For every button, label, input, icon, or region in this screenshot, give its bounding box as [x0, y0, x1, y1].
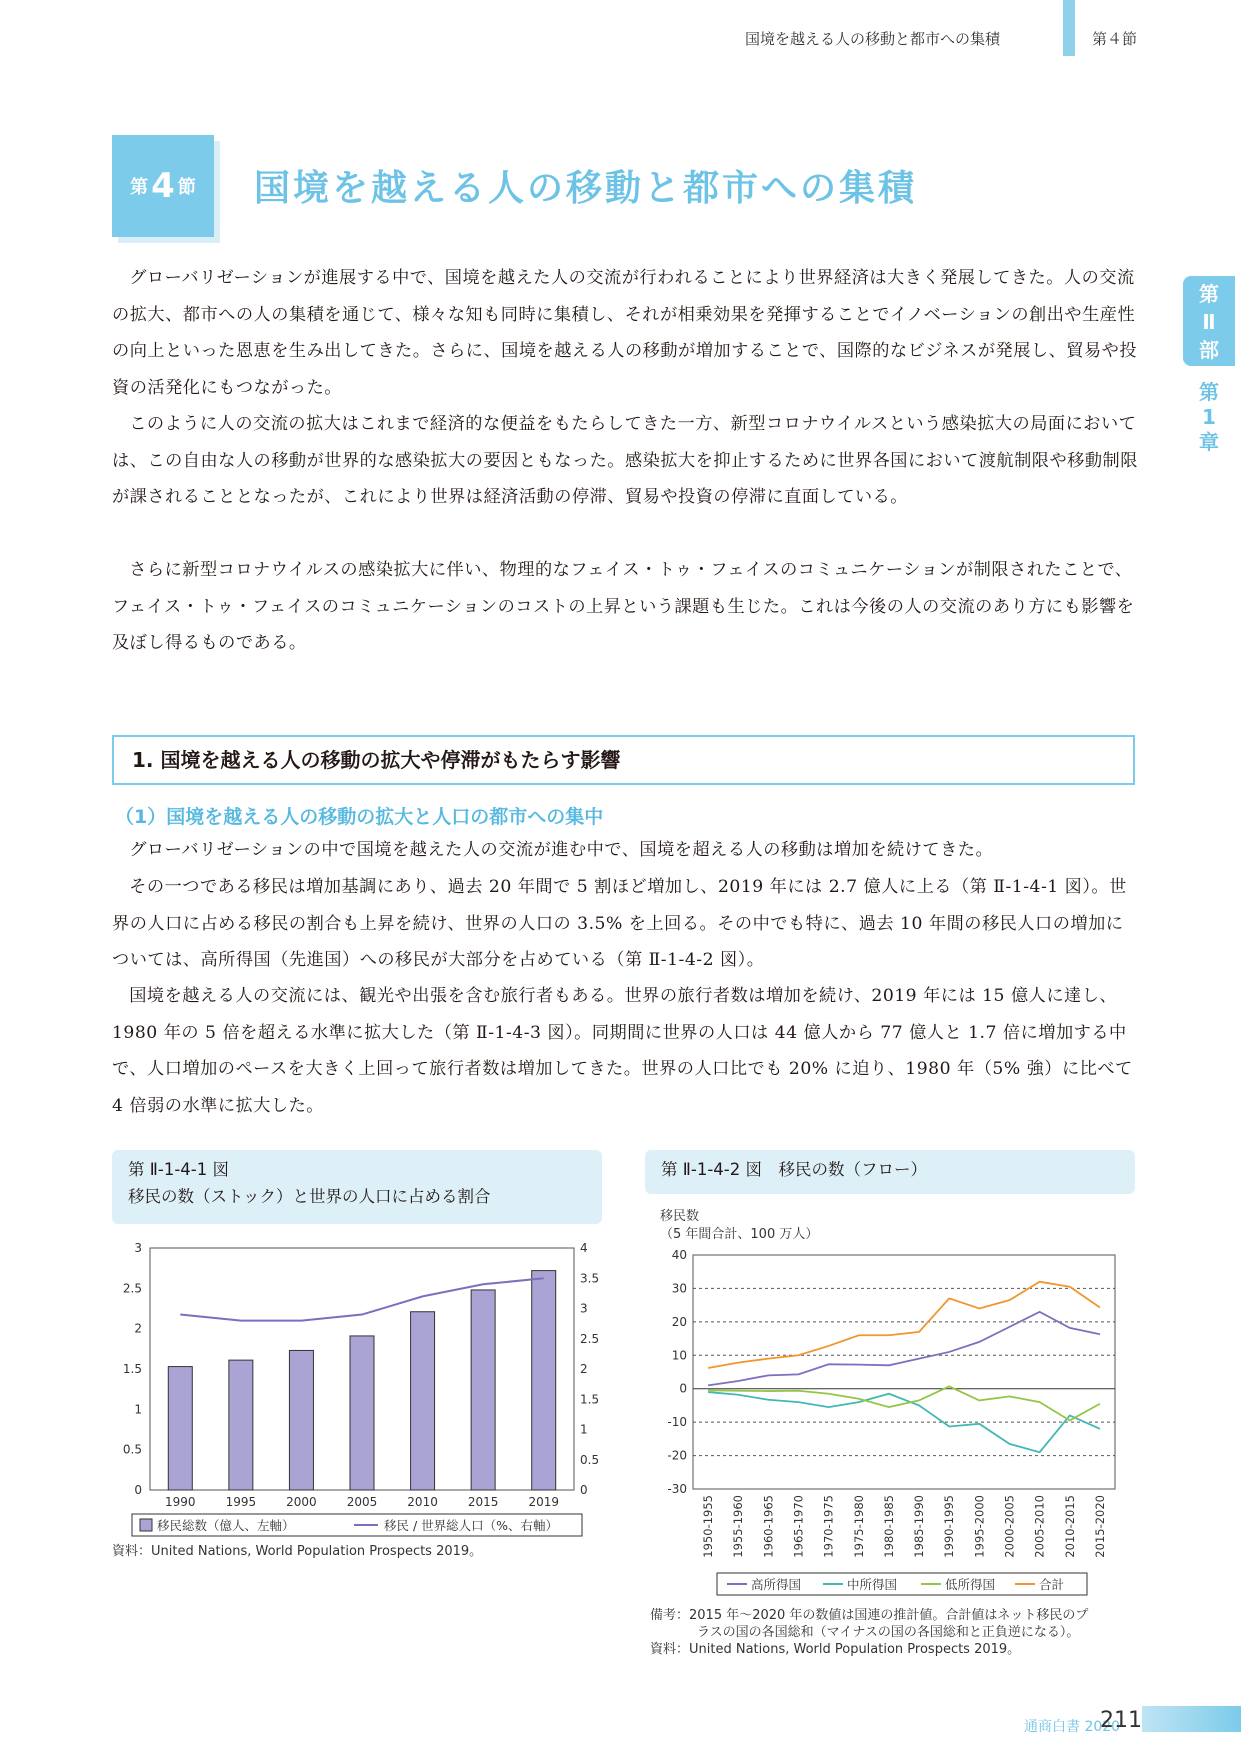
figure1-chart [112, 1230, 602, 1550]
y-left-tick-label: 3 [134, 1241, 142, 1255]
intro-paragraph: グローバリゼーションが進展する中で、国境を越えた人の交流が行われることにより世界経済は大きく発展してきた。人の交流の拡大、都市への人の集積を通じて、様々な知も同時に集積し、それが相乗効果を発揮することでイノベーションの創出や生産性の向上といった恩恵を生み出してきた。さらに、国境を越える人の移動が増加することで、国際的なビジネスが発展し、貿易や投資の活発化にもつながった。 [112, 268, 1138, 398]
section-title: 国境を越える人の移動と都市への集積 [254, 167, 918, 209]
y-left-tick-label: 0.5 [122, 1442, 142, 1457]
y-right-tick-label: 2.5 [580, 1331, 600, 1346]
side-tab-part [1183, 276, 1235, 366]
y-tick-label: 0 [679, 1381, 687, 1396]
y-tick-label: 40 [671, 1248, 687, 1262]
y-right-tick-label: 1.5 [580, 1392, 600, 1407]
side-tab-chapter [1183, 380, 1235, 460]
figure2-caption: 第 Ⅱ-1-4-2 図 移民の数（フロー） [645, 1150, 1135, 1194]
x-tick-label: 2000 [286, 1495, 317, 1509]
bar [532, 1271, 556, 1490]
x-tick-label: 1990 [165, 1495, 196, 1509]
figure1-caption-number: 第 Ⅱ-1-4-1 図 [128, 1160, 229, 1179]
running-header-section: 第４節 [1092, 30, 1138, 48]
figure2-source: 資料：United Nations, World Population Prospects 2019。 [650, 1642, 1021, 1657]
section-badge-number: 4 [151, 166, 175, 206]
x-tick-label: 2015-2020 [1092, 1495, 1107, 1558]
page-number: 211 [1100, 1708, 1142, 1733]
legend-label: 高所得国 [751, 1577, 802, 1592]
section-badge-post: 節 [177, 177, 196, 198]
side-tab-chapter-1: 第 [1199, 380, 1219, 404]
side-tab-chapter-2: 1 [1202, 405, 1216, 429]
figure2-ylabel-1: 移民数 [660, 1209, 700, 1224]
running-header-title: 国境を越える人の移動と都市への集積 [745, 30, 1001, 48]
x-tick-label: 2005 [346, 1495, 378, 1509]
x-tick-label: 1965-1970 [791, 1495, 806, 1558]
intro-paragraph: さらに新型コロナウイルスの感染拡大に伴い、物理的なフェイス・トゥ・フェイスのコミュニケーションが制限されたことで、フェイス・トゥ・フェイスのコミュニケーションのコストの上昇という課題も生じた。これは今後の人の交流のあり方にも影響を及ぼし得るものである。 [112, 560, 1135, 653]
body-paragraph: グローバリゼーションの中で国境を越えた人の交流が進む中で、国境を超える人の移動は増加を続けてきた。 [129, 840, 994, 860]
figure2-note-1: 備考：2015 年～2020 年の数値は国連の推計値。合計値はネット移民のプ [650, 1608, 1089, 1623]
y-tick-label: 10 [671, 1348, 687, 1363]
y-right-tick-label: 2 [580, 1362, 588, 1376]
figure1-caption-title: 移民の数（ストック）と世界の人口に占める割合 [128, 1187, 491, 1206]
x-tick-label: 1980-1985 [881, 1495, 896, 1558]
x-tick-label: 1960-1965 [761, 1495, 776, 1558]
y-tick-label: -10 [667, 1415, 687, 1430]
y-tick-label: 20 [671, 1314, 687, 1329]
figure2-ylabel-2: （5 年間合計、100 万人） [660, 1227, 819, 1242]
body-paragraph: 国境を越える人の交流には、観光や出張を含む旅行者もある。世界の旅行者数は増加を続け、2019 年には 15 億人に達し、1980 年の 5 倍を超える水準に拡大した（第 Ⅱ-1-4-3 図）。同期間に世界の人口は 44 億人から 77 億人と 1.7 倍に増加する中で、人口増加のペースを大きく上回って旅行者数は増加してきた。世界の人口比でも 20% に迫り、1980 年（5% 強）に比べて 4 倍弱の水準に拡大した。 [112, 986, 1133, 1116]
side-tab-chapter-3: 章 [1199, 430, 1219, 454]
x-tick-label: 1995-2000 [972, 1495, 987, 1558]
y-right-tick-label: 0 [580, 1483, 588, 1497]
x-tick-label: 2000-2005 [1002, 1495, 1017, 1558]
bar [289, 1350, 313, 1490]
bar [229, 1360, 253, 1490]
bar [350, 1336, 374, 1490]
x-tick-label: 1995 [225, 1495, 257, 1509]
subsection-heading: 1. 国境を越える人の移動の拡大や停滞がもたらす影響 [112, 735, 1135, 785]
plot-frame [693, 1255, 1115, 1489]
legend-label: 移民 / 世界総人口（%、右軸） [384, 1518, 559, 1533]
x-tick-label: 2005-2010 [1032, 1495, 1047, 1558]
y-right-tick-label: 3 [580, 1301, 588, 1316]
x-tick-label: 1990-1995 [942, 1495, 957, 1558]
figure1-source: 資料：United Nations, World Population Prospects 2019。 [112, 1544, 483, 1559]
legend-label: 合計 [1039, 1577, 1065, 1592]
y-tick-label: 30 [671, 1281, 687, 1296]
y-left-tick-label: 2 [134, 1321, 142, 1336]
y-left-tick-label: 2.5 [122, 1281, 142, 1296]
legend-swatch-bar [140, 1519, 152, 1531]
side-tab-part-2: Ⅱ [1202, 310, 1216, 334]
side-tab-part-1: 第 [1199, 282, 1219, 306]
y-tick-label: -30 [667, 1482, 687, 1496]
section-badge-pre: 第 [130, 177, 149, 198]
header-accent-bar [1063, 0, 1075, 56]
legend-label: 中所得国 [847, 1577, 898, 1592]
y-right-tick-label: 3.5 [580, 1271, 600, 1286]
figure2-chart [645, 1245, 1135, 1605]
series-line [708, 1312, 1100, 1386]
side-tab-part-3: 部 [1199, 338, 1219, 362]
body-paragraph: その一つである移民は増加基調にあり、過去 20 年間で 5 割ほど増加し、2019 年には 2.7 億人に上る（第 Ⅱ-1-4-1 図）。世界の人口に占める移民の割合も上昇を続け、世界の人口の 3.5% を上回る。その中でも特に、過去 10 年間の移民人口の増加については、高所得国（先進国）への移民が大部分を占めている（第 Ⅱ-1-4-2 図）。 [112, 877, 1127, 970]
footer-accent-bar [1142, 1706, 1241, 1732]
x-tick-label: 1950-1955 [701, 1495, 716, 1558]
x-tick-label: 1975-1980 [851, 1495, 866, 1558]
x-tick-label: 2019 [528, 1495, 559, 1509]
bar [168, 1367, 192, 1490]
x-tick-label: 2010 [407, 1495, 438, 1509]
y-tick-label: -20 [667, 1448, 687, 1463]
x-tick-label: 1955-1960 [731, 1495, 746, 1558]
subsubsection-heading: （1）国境を越える人の移動の拡大と人口の都市への集中 [115, 806, 604, 828]
intro-paragraph: このように人の交流の拡大はこれまで経済的な便益をもたらしてきた一方、新型コロナウイルスという感染拡大の局面においては、この自由な人の移動が世界的な感染拡大の要因ともなった。感染拡大を抑止するために世界各国において渡航制限や移動制限が課されることとなったが、これにより世界は経済活動の停滞、貿易や投資の停滞に直面している。 [112, 414, 1138, 507]
series-line [708, 1386, 1100, 1420]
legend-label: 移民総数（億人、左軸） [157, 1518, 295, 1533]
footer-label: 通商白書 2020 [1024, 1719, 1121, 1735]
y-right-tick-label: 1 [580, 1422, 588, 1437]
y-right-tick-label: 4 [580, 1241, 588, 1255]
x-tick-label: 2010-2015 [1062, 1495, 1077, 1558]
section-badge [112, 135, 214, 237]
y-left-tick-label: 0 [134, 1483, 142, 1497]
figure2-note-2: ラスの国の各国総和（マイナスの国の各国総和と正負逆になる）。 [697, 1625, 1080, 1640]
y-right-tick-label: 0.5 [580, 1452, 600, 1467]
y-left-tick-label: 1.5 [122, 1362, 142, 1376]
figure1-caption [112, 1150, 602, 1224]
x-tick-label: 1970-1975 [821, 1495, 836, 1558]
bar [411, 1312, 435, 1490]
bar [471, 1290, 495, 1490]
x-tick-label: 2015 [467, 1495, 499, 1509]
x-tick-label: 1985-1990 [912, 1495, 927, 1558]
legend-label: 低所得国 [945, 1577, 996, 1592]
y-left-tick-label: 1 [134, 1402, 142, 1417]
